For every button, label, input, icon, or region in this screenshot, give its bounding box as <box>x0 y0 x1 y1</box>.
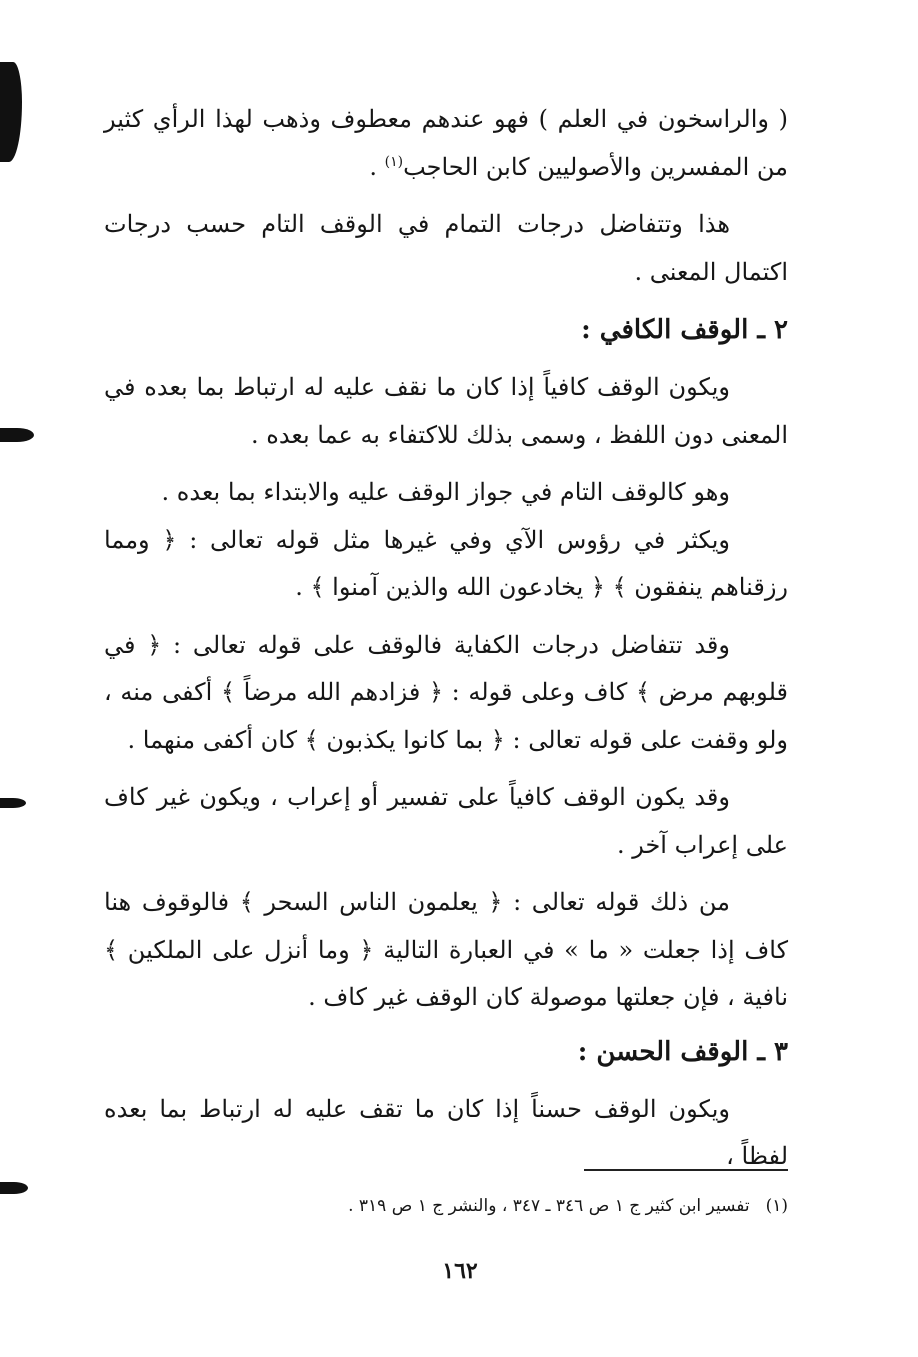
scan-edge-mark-top <box>0 62 22 162</box>
footnote-number: (١) <box>765 1196 788 1216</box>
paragraph-3: ويكون الوقف كافياً إذا كان ما نقف عليه له ارتباط بما بعده في المعنى دون اللفظ ، وسمى بذلك للاكتفاء به عما بعده . <box>104 373 788 449</box>
paragraph-7: وقد يكون الوقف كافياً على تفسير أو إعراب ، ويكون غير كاف على إعراب آخر . <box>104 783 788 859</box>
scan-edge-mark-middle <box>0 428 34 442</box>
section-heading-hasan: ٣ ـ الوقف الحسن : <box>577 1036 788 1067</box>
scan-edge-mark-lower <box>0 798 26 808</box>
paragraph-1 <box>104 96 788 191</box>
paragraph-1-end: . <box>369 152 385 181</box>
section-heading-kafi: ٢ ـ الوقف الكافي : <box>581 315 788 345</box>
paragraph-6: وقد تتفاضل درجات الكفاية فالوقف على قوله تعالى : ﴿ في قلوبهم مرض ﴾ كاف وعلى قوله : ﴿ فزادهم الله مرضاً ﴾ أكفى منه ، ولو وقفت على قوله تعالى : ﴿ بما كانوا يكذبون ﴾ كان أكفى منهما . <box>104 630 788 754</box>
scan-edge-mark-bottom <box>0 1182 28 1194</box>
footnote-ref[interactable]: (١) <box>384 153 404 170</box>
footnote-divider <box>584 1169 788 1171</box>
paragraph-5: ويكثر في رؤوس الآي وفي غيرها مثل قوله تعالى : ﴿ ومما رزقناهم ينفقون ﴾ ﴿ يخادعون الله والذين آمنوا ﴾ . <box>104 525 788 601</box>
paragraph-1-text: ( والراسخون في العلم ) فهو عندهم معطوف وذهب لهذا الرأي كثير من المفسرين والأصوليين كابن الحاجب <box>104 105 788 181</box>
page-number: ١٦٢ <box>442 1258 478 1284</box>
paragraph-9: ويكون الوقف حسناً إذا كان ما تقف عليه له ارتباط بما بعده لفظاً ، <box>104 1094 788 1170</box>
paragraph-8: من ذلك قوله تعالى : ﴿ يعلمون الناس السحر ﴾ فالوقوف هنا كاف إذا جعلت « ما » في العبارة التالية ﴿ وما أنزل على الملكين ﴾ نافية ، فإن جعلتها موصولة كان الوقف غير كاف . <box>104 888 788 1011</box>
footnote <box>200 1192 788 1220</box>
body-text <box>104 96 788 1181</box>
paragraph-2: هذا وتتفاضل درجات التمام في الوقف التام حسب درجات اكتمال المعنى . <box>104 210 788 286</box>
footnote-text: تفسير ابن كثير ج ١ ص ٣٤٦ ـ ٣٤٧ ، والنشر ج ١ ص ٣١٩ . <box>348 1196 750 1216</box>
paragraph-4: وهو كالوقف التام في جواز الوقف عليه والابتداء بما بعده . <box>161 478 730 506</box>
